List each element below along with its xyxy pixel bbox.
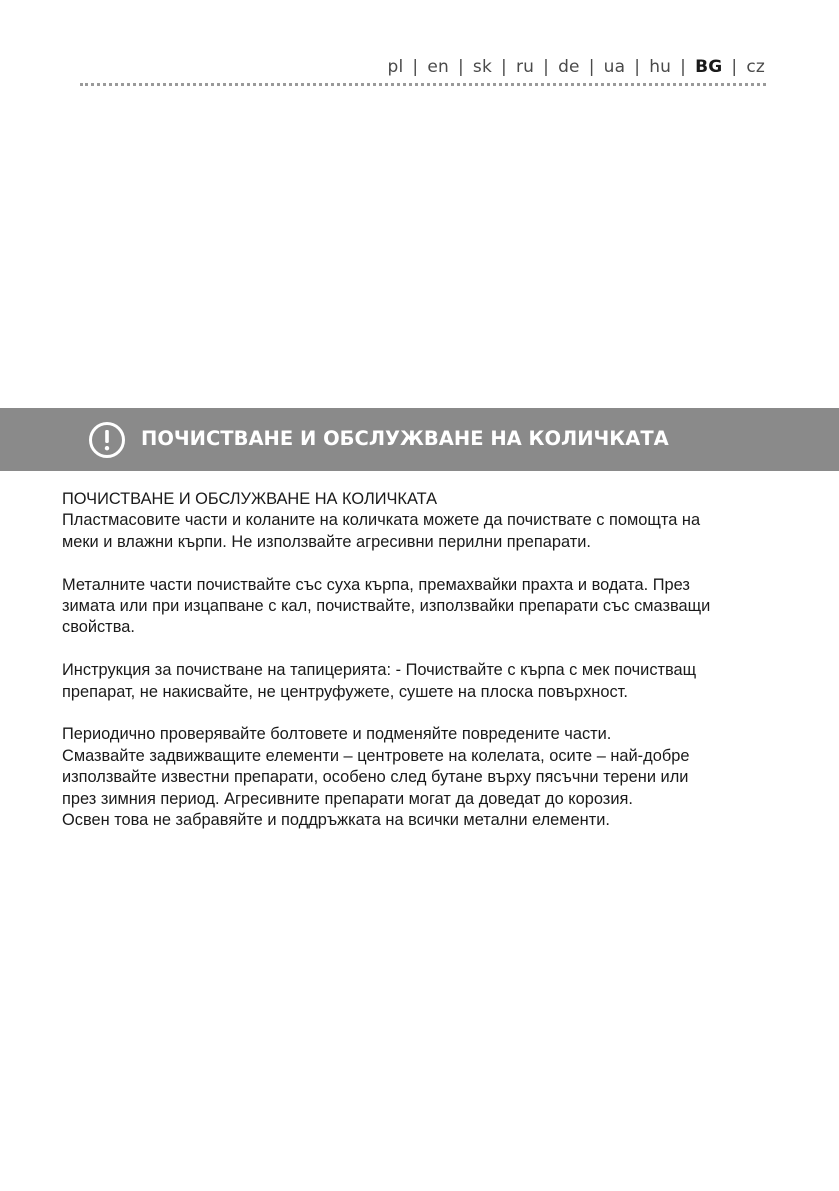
section-body bbox=[62, 489, 792, 853]
paragraph-upholstery bbox=[62, 660, 792, 703]
text-line: зимата или при изцапване с кал, почиствайте, използвайки препарати със смазващи bbox=[62, 597, 711, 616]
lang-separator: | bbox=[731, 57, 738, 77]
text-line: Освен това не забравяйте и поддръжката на всички метални елементи. bbox=[62, 811, 610, 830]
lang-pl[interactable]: pl bbox=[387, 57, 404, 77]
lang-de[interactable]: de bbox=[558, 57, 580, 77]
text-line: Инструкция за почистване на тапицерията: - Почиствайте с кърпа с мек почистващ bbox=[62, 661, 697, 680]
language-selector bbox=[387, 57, 765, 77]
lang-separator: | bbox=[588, 57, 595, 77]
text-line: Периодично проверявайте болтовете и подменяйте повредените части. bbox=[62, 725, 612, 744]
paragraph-plastic-parts bbox=[62, 510, 792, 553]
paragraph-maintenance bbox=[62, 724, 792, 831]
header-divider bbox=[80, 83, 766, 86]
text-line: използвайте известни препарати, особено след бутане върху пясъчни терени или bbox=[62, 768, 689, 787]
lang-hu[interactable]: hu bbox=[649, 57, 672, 77]
text-line: препарат, не накисвайте, не центруфужете, сушете на плоска повърхност. bbox=[62, 682, 628, 701]
lang-sk[interactable]: sk bbox=[472, 57, 493, 77]
lang-separator: | bbox=[501, 57, 507, 77]
lang-bg-active[interactable]: BG bbox=[695, 57, 723, 77]
lang-cz[interactable]: cz bbox=[746, 57, 765, 77]
text-line: меки и влажни кърпи. Не използвайте агресивни перилни препарати. bbox=[62, 532, 591, 551]
banner-title: ПОЧИСТВАНЕ И ОБСЛУЖВАНЕ НА КОЛИЧКАТА bbox=[141, 427, 669, 450]
paragraph-metal-parts bbox=[62, 575, 792, 639]
text-line: Пластмасовите части и коланите на количката можете да почиствате с помощта на bbox=[62, 511, 701, 530]
text-line: през зимния период. Агресивните препарати могат да доведат до корозия. bbox=[62, 789, 633, 808]
lang-ua[interactable]: ua bbox=[603, 57, 626, 77]
section-banner bbox=[0, 408, 839, 471]
section-heading: ПОЧИСТВАНЕ И ОБСЛУЖВАНЕ НА КОЛИЧКАТА bbox=[62, 490, 438, 508]
text-line: свойства. bbox=[62, 618, 135, 637]
lang-ru[interactable]: ru bbox=[515, 57, 535, 77]
lang-separator: | bbox=[457, 57, 464, 77]
lang-separator: | bbox=[680, 57, 687, 77]
lang-separator: | bbox=[543, 57, 550, 77]
lang-separator: | bbox=[634, 57, 641, 77]
text-line: Металните части почиствайте със суха кърпа, премахвайки прахта и водата. През bbox=[62, 575, 690, 594]
exclamation-circle-icon bbox=[88, 421, 126, 459]
lang-separator: | bbox=[412, 57, 419, 77]
text-line: Смазвайте задвижващите елементи – центровете на колелата, осите – най-добре bbox=[62, 746, 690, 765]
lang-en[interactable]: en bbox=[427, 57, 449, 77]
